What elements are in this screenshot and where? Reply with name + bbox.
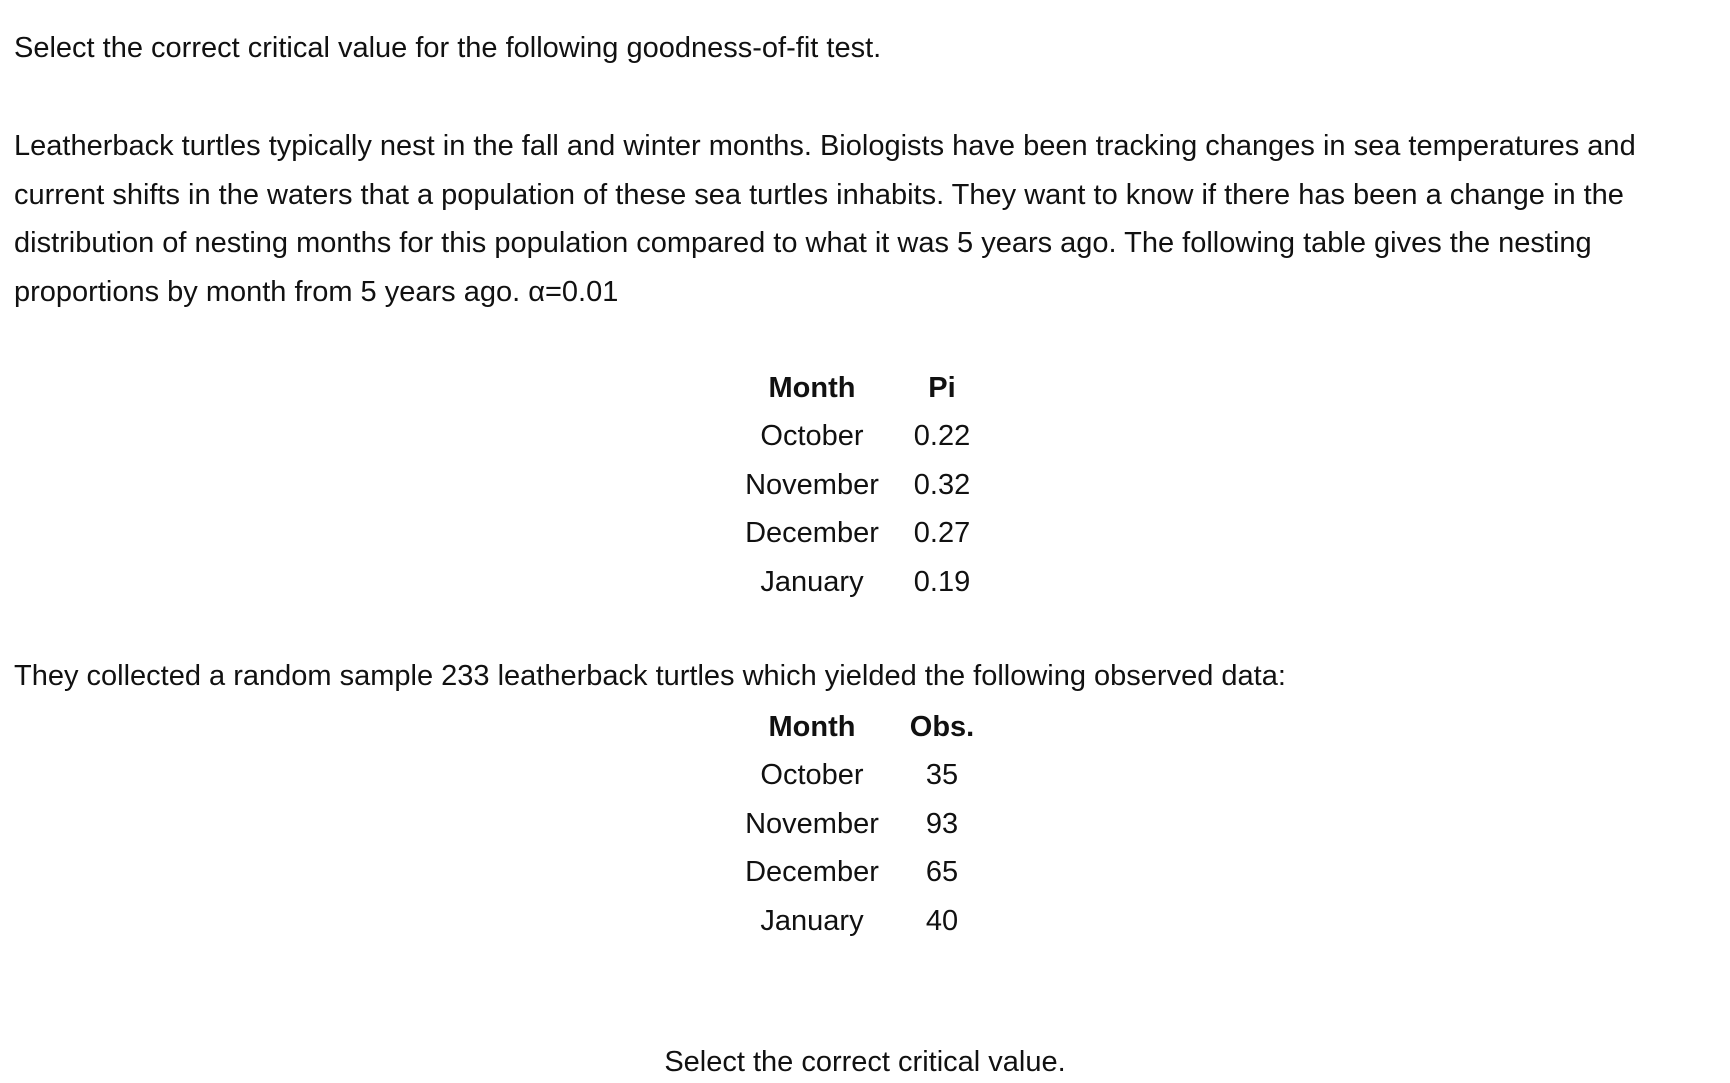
sample-description-text: They collected a random sample 233 leatherback turtles which yielded the following observed data: (14, 660, 1286, 692)
column-header-month: Month (768, 371, 856, 404)
month-cell: January (760, 565, 864, 598)
table-row (732, 897, 992, 946)
table-header-row (732, 364, 992, 413)
observed-table (732, 703, 992, 946)
column-header-pi: Pi (928, 371, 956, 404)
table-row (732, 800, 992, 849)
proportion-cell: 0.27 (913, 517, 971, 550)
proportion-cell: 0.32 (913, 468, 971, 501)
proportion-cell: 0.19 (913, 565, 971, 598)
month-cell: December (745, 517, 879, 550)
observed-count-cell: 40 (925, 904, 959, 937)
month-cell: November (745, 468, 879, 501)
instruction-text: Select the correct critical value for the following goodness-of-fit test. (14, 32, 882, 64)
observed-count-cell: 93 (925, 807, 959, 840)
column-header-month: Month (768, 710, 856, 743)
table-row (732, 752, 992, 801)
proportion-cell: 0.22 (913, 420, 971, 453)
table-row (732, 461, 992, 510)
proportions-table (732, 364, 992, 607)
table-row (732, 558, 992, 607)
month-cell: December (745, 856, 879, 889)
column-header-obs: Obs. (909, 710, 975, 743)
table-row (732, 510, 992, 559)
month-cell: October (760, 420, 864, 453)
month-cell: October (760, 759, 864, 792)
select-critical-value-prompt: Select the correct critical value. (664, 1046, 1066, 1078)
observed-count-cell: 35 (925, 759, 959, 792)
month-cell: January (760, 904, 864, 937)
table-row (732, 413, 992, 462)
problem-text: Leatherback turtles typically nest in the fall and winter months. Biologists have been tracking changes in sea temperatures and current shifts in the waters that a population of these sea turtles inhabits. They want to know if there has been a change in the distribution of nesting months for this population compared to what it was 5 years ago. The following table gives the nesting proportions by month from 5 years ago. α=0.01 (14, 130, 1636, 308)
month-cell: November (745, 807, 879, 840)
table-row (732, 849, 992, 898)
table-header-row (732, 703, 992, 752)
observed-count-cell: 65 (925, 856, 959, 889)
